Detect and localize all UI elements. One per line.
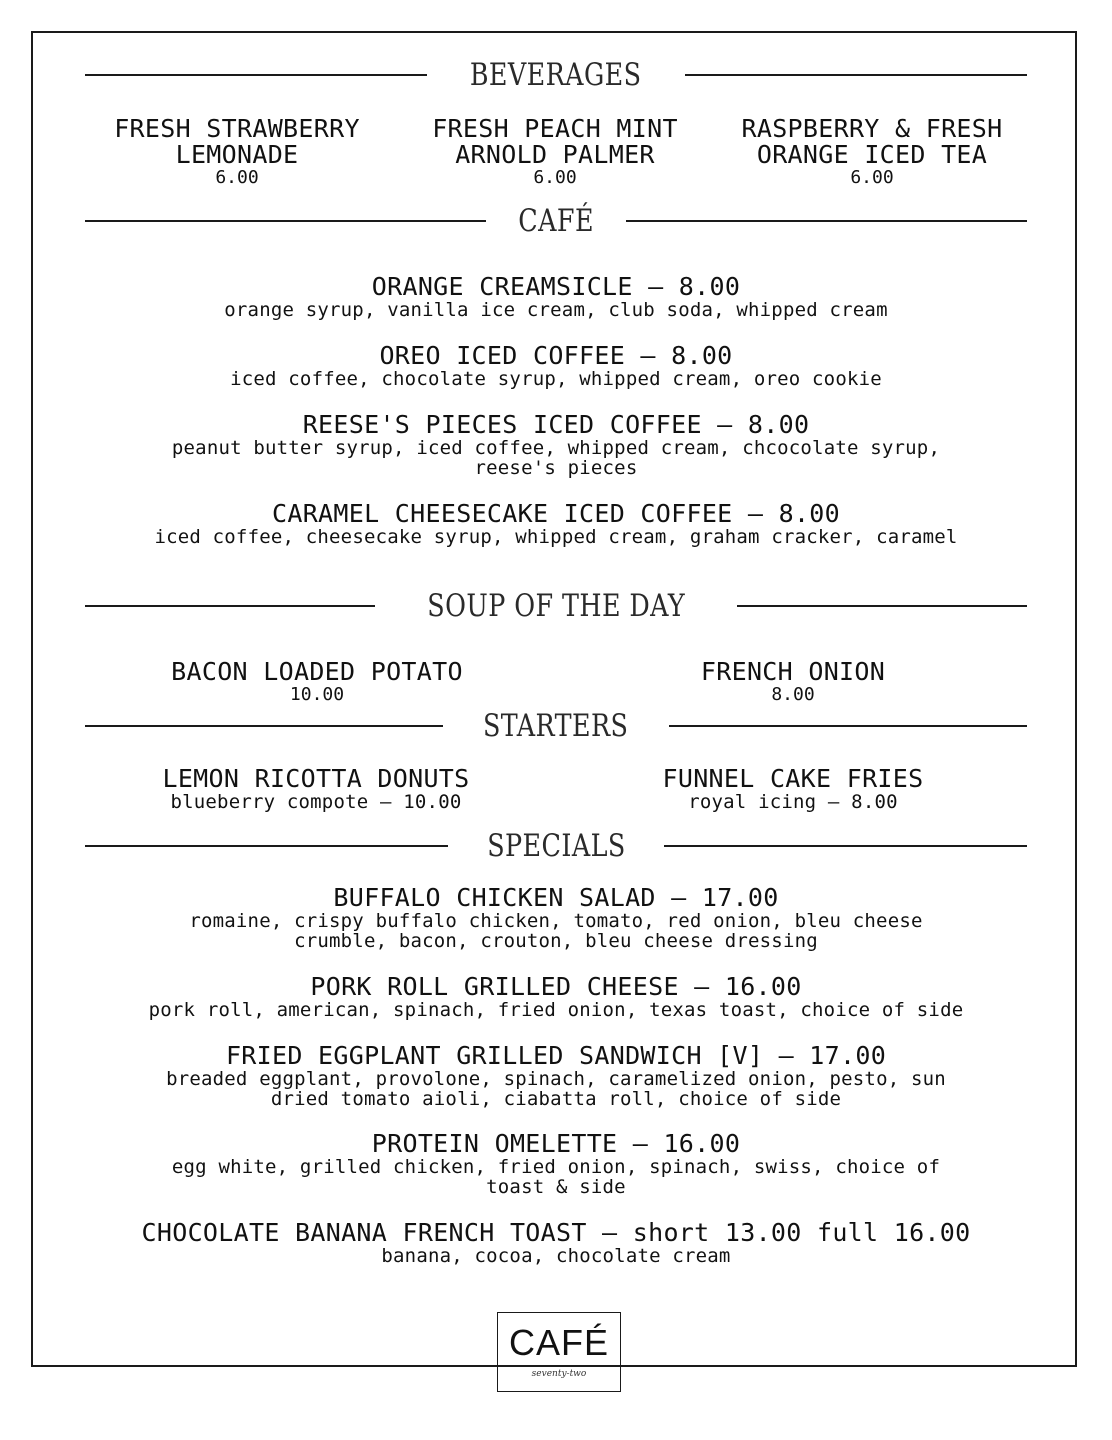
item-name: PROTEIN OMELETTE – 16.00 <box>371 1129 741 1158</box>
item-description: dried tomato aioli, ciabatta roll, choice of side <box>270 1088 842 1110</box>
menu-item-special <box>56 1043 1056 1109</box>
menu-item-cafe <box>56 501 1056 547</box>
section-header-starters <box>85 706 1027 746</box>
menu-item-beverage <box>722 116 1022 188</box>
item-description: pork roll, american, spinach, fried onion, texas toast, choice of side <box>148 999 964 1021</box>
item-price: 10.00 <box>289 684 345 705</box>
divider-line <box>85 74 427 76</box>
divider-line <box>737 605 1027 607</box>
menu-item-cafe <box>56 343 1056 389</box>
item-description: blueberry compote – 10.00 <box>170 791 462 813</box>
item-description: romaine, crispy buffalo chicken, tomato, red onion, bleu cheese <box>189 910 923 932</box>
item-description: breaded eggplant, provolone, spinach, caramelized onion, pesto, sun <box>166 1068 946 1090</box>
item-name: FRESH PEACH MINT <box>432 114 678 143</box>
item-description: orange syrup, vanilla ice cream, club soda, whipped cream <box>224 299 888 321</box>
item-name: REESE'S PIECES ICED COFFEE – 8.00 <box>302 410 810 439</box>
logo-wordmark: CAFÉ <box>508 1322 609 1363</box>
item-description: crumble, bacon, crouton, bleu cheese dressing <box>294 930 818 952</box>
divider-line <box>85 845 448 847</box>
item-description: peanut butter syrup, iced coffee, whipped cream, chcocolate syrup, <box>171 437 941 459</box>
item-name: LEMONADE <box>175 140 299 169</box>
menu-item-soup <box>593 659 993 705</box>
item-name: ORANGE ICED TEA <box>756 140 988 169</box>
item-name: PORK ROLL GRILLED CHEESE – 16.00 <box>310 972 802 1001</box>
item-name: ORANGE CREAMSICLE – 8.00 <box>371 272 741 301</box>
section-title: BEVERAGES <box>470 57 642 93</box>
item-description: reese's pieces <box>474 457 638 479</box>
divider-line <box>664 845 1027 847</box>
item-description: banana, cocoa, chocolate cream <box>381 1245 731 1267</box>
logo-divider <box>509 1365 609 1366</box>
menu-item-starter <box>593 766 993 812</box>
item-description: iced coffee, chocolate syrup, whipped cream, oreo cookie <box>230 368 882 390</box>
item-description: toast & side <box>486 1176 626 1198</box>
menu-item-cafe <box>56 274 1056 320</box>
item-price: 6.00 <box>533 167 577 188</box>
divider-line <box>85 220 486 222</box>
section-header-soup <box>85 586 1027 626</box>
menu-item-cafe <box>56 412 1056 478</box>
menu-item-beverage <box>405 116 705 188</box>
menu-item-soup <box>117 659 517 705</box>
item-name: FUNNEL CAKE FRIES <box>662 764 924 793</box>
item-description: egg white, grilled chicken, fried onion, spinach, swiss, choice of <box>171 1156 941 1178</box>
item-name: FRIED EGGPLANT GRILLED SANDWICH [V] – 17.00 <box>225 1041 887 1070</box>
item-name: BUFFALO CHICKEN SALAD – 17.00 <box>333 883 779 912</box>
menu-item-beverage <box>87 116 387 188</box>
item-name: ARNOLD PALMER <box>455 140 655 169</box>
section-header-beverages <box>85 55 1027 95</box>
divider-line <box>669 725 1027 727</box>
section-header-cafe <box>85 201 1027 241</box>
item-name: CARAMEL CHEESECAKE ICED COFFEE – 8.00 <box>272 499 840 528</box>
logo-script: seventy-two <box>531 1369 587 1379</box>
menu-item-special <box>56 1220 1056 1266</box>
section-title: CAFÉ <box>518 203 594 239</box>
item-name: LEMON RICOTTA DONUTS <box>162 764 470 793</box>
menu-item-starter <box>116 766 516 812</box>
item-price: 8.00 <box>771 684 815 705</box>
divider-line <box>85 605 375 607</box>
divider-line <box>85 725 443 727</box>
item-description: royal icing – 8.00 <box>688 791 898 813</box>
item-description: iced coffee, cheesecake syrup, whipped cream, graham cracker, caramel <box>154 526 958 548</box>
cafe-logo <box>497 1312 621 1392</box>
section-title: STARTERS <box>483 708 629 744</box>
item-name: OREO ICED COFFEE – 8.00 <box>379 341 733 370</box>
item-name: RASPBERRY & FRESH <box>741 114 1003 143</box>
section-title: SOUP OF THE DAY <box>427 588 685 624</box>
item-price: 6.00 <box>850 167 894 188</box>
item-price: 6.00 <box>215 167 259 188</box>
item-name: FRENCH ONION <box>700 657 886 686</box>
item-name: CHOCOLATE BANANA FRENCH TOAST – short 13.00 full 16.00 <box>141 1218 971 1247</box>
divider-line <box>685 74 1027 76</box>
menu-item-special <box>56 885 1056 951</box>
divider-line <box>626 220 1027 222</box>
section-header-specials <box>85 826 1027 866</box>
item-name: FRESH STRAWBERRY <box>114 114 360 143</box>
section-title: SPECIALS <box>486 828 626 864</box>
menu-item-special <box>56 1131 1056 1197</box>
menu-item-special <box>56 974 1056 1020</box>
item-name: BACON LOADED POTATO <box>171 657 463 686</box>
